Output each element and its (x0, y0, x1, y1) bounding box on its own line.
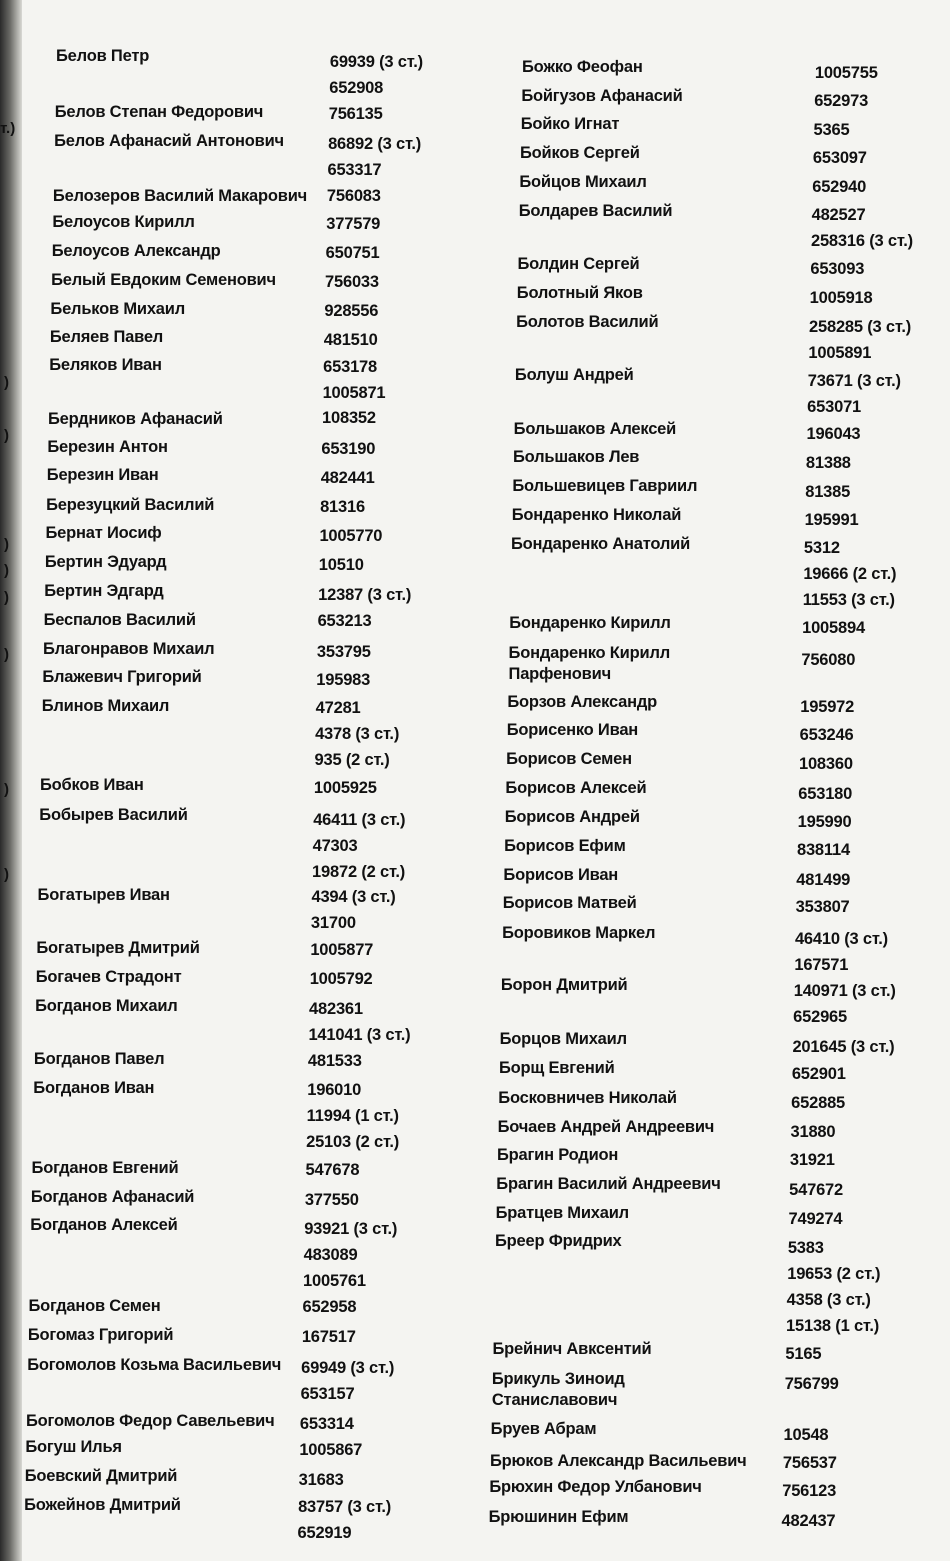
entry-number: 12387 (3 ст.) (318, 586, 412, 604)
entry-name: Бернат Иосиф (45, 524, 162, 542)
edge-mark: ) (4, 562, 9, 579)
entry-name: Богданов Павел (33, 1050, 165, 1068)
entry-name: Блинов Михаил (41, 697, 170, 715)
entry-name: Болуш Андрей (514, 366, 634, 384)
entry-name: Богомолов Козьма Васильевич (27, 1356, 282, 1374)
entry-number: 756123 (782, 1482, 837, 1500)
entry-name: Болдарев Василий (518, 202, 673, 220)
entry-name: Борисов Алексей (505, 779, 647, 797)
entry-number: 10548 (783, 1426, 829, 1444)
entry-name: Бойко Игнат (520, 115, 620, 133)
entry-number: 31880 (790, 1123, 836, 1141)
entry-name: Брюков Александр Васильевич (489, 1452, 747, 1470)
entry-number: 653180 (798, 785, 853, 803)
entry-name: Брагин Василий Андреевич (496, 1175, 721, 1193)
entry-name: Богачев Страдонт (35, 968, 182, 986)
entry-name: Белов Петр (56, 47, 150, 65)
edge-mark: ) (4, 427, 9, 444)
entry-number: 652940 (812, 178, 867, 196)
entry-name: Борзов Александр (507, 693, 658, 711)
entry-number: 652919 (297, 1524, 352, 1542)
entry-number: 652973 (814, 92, 869, 110)
entry-number: 653213 (317, 612, 372, 630)
entry-number: 749274 (788, 1210, 843, 1228)
entry-name: Брюшинин Ефим (488, 1508, 629, 1526)
entry-number: 483089 (303, 1246, 358, 1264)
entry-name: Богатырев Иван (37, 886, 170, 904)
entry-number: 10510 (318, 556, 364, 574)
entry-name: Божко Феофан (522, 58, 643, 76)
entry-number: 73671 (3 ст.) (807, 372, 901, 390)
entry-number: 69939 (3 ст.) (329, 53, 423, 71)
entry-number: 140971 (3 ст.) (793, 982, 896, 1000)
entry-name: Борщ Евгений (498, 1059, 615, 1077)
entry-name: Братцев Михаил (495, 1204, 629, 1222)
entry-name: Богданов Иван (33, 1079, 155, 1097)
entry-number: 652958 (302, 1298, 357, 1316)
entry-name: Большаков Лев (513, 448, 640, 466)
entry-number: 482527 (811, 206, 866, 224)
entry-number: 935 (2 ст.) (314, 751, 390, 769)
entry-number: 482437 (781, 1512, 836, 1530)
entry-name: Богданов Михаил (35, 997, 178, 1015)
entry-number: 11553 (3 ст.) (802, 591, 895, 609)
entry-number: 1005755 (814, 64, 878, 82)
entry-number: 353807 (795, 898, 850, 916)
entry-number: 4394 (3 ст.) (311, 888, 396, 906)
entry-name: Боровиков Маркел (502, 924, 656, 942)
edge-mark: ) (4, 536, 9, 553)
entry-number: 652908 (329, 79, 384, 97)
entry-number: 19872 (2 ст.) (312, 863, 406, 881)
entry-name: Борисов Ефим (504, 837, 626, 855)
entry-name: Бердников Афанасий (48, 410, 223, 428)
entry-number: 653071 (807, 398, 862, 416)
entry-name: Белоусов Кирилл (52, 213, 195, 231)
entry-number: 31683 (298, 1471, 344, 1489)
entry-number: 108352 (322, 409, 376, 427)
entry-number: 47303 (312, 837, 358, 855)
entry-name: Брюхин Федор Улбанович (489, 1478, 702, 1496)
entry-number: 258316 (3 ст.) (810, 232, 913, 250)
edge-mark: ) (4, 646, 9, 663)
entry-name: Борисов Матвей (502, 894, 637, 912)
entry-number: 93921 (3 ст.) (304, 1220, 398, 1238)
entry-number: 756135 (328, 105, 383, 123)
entry-name: Бобырев Василий (39, 806, 188, 824)
entry-name: Богомолов Федор Савельевич (25, 1412, 275, 1430)
entry-name: Бельков Михаил (50, 300, 185, 318)
entry-number: 1005770 (319, 527, 383, 545)
entry-number: 1005918 (809, 289, 873, 307)
entry-name: Богуш Илья (25, 1438, 122, 1456)
entry-number: 756083 (326, 187, 381, 205)
entry-number: 167571 (794, 956, 849, 974)
entry-name: Богданов Алексей (30, 1216, 178, 1234)
entry-number: 653246 (799, 726, 854, 744)
entry-number: 652965 (793, 1008, 847, 1026)
entry-number: 756799 (784, 1375, 839, 1393)
entry-name: Бойцов Михаил (519, 173, 647, 191)
entry-name: Белов Степан Федорович (54, 103, 264, 121)
entry-number: 201645 (3 ст.) (792, 1038, 895, 1056)
entry-name: Борисенко Иван (506, 721, 639, 739)
entry-number: 377550 (304, 1191, 359, 1209)
entry-name: Болотный Яков (516, 284, 643, 302)
entry-name: Болдин Сергей (517, 255, 640, 273)
entry-name: Богомаз Григорий (27, 1326, 174, 1344)
entry-number: 377579 (326, 215, 381, 233)
entry-number: 482441 (320, 469, 375, 487)
entry-name: Беспалов Василий (43, 611, 196, 629)
entry-number: 5383 (787, 1239, 824, 1257)
entry-number: 756080 (801, 651, 856, 669)
entry-number: 11994 (1 ст.) (306, 1107, 399, 1125)
entry-name: Борцов Михаил (499, 1030, 627, 1048)
entry-name: Борисов Иван (503, 866, 619, 884)
entry-number: 31700 (310, 914, 356, 932)
entry-name: Бондаренко Николай (511, 506, 682, 524)
entry-number: 653178 (323, 358, 378, 376)
entry-number: 353795 (316, 643, 371, 661)
entry-number: 547678 (305, 1161, 360, 1179)
entry-number: 258285 (3 ст.) (809, 318, 912, 336)
entry-number: 81385 (805, 483, 851, 501)
entry-number: 47281 (315, 699, 361, 717)
entry-number: 653314 (299, 1415, 354, 1433)
entry-number: 1005792 (309, 970, 373, 988)
entry-number: 1005871 (322, 384, 386, 402)
entry-number: 108360 (798, 755, 853, 773)
entry-number: 481499 (796, 871, 851, 889)
entry-number: 1005877 (310, 941, 374, 959)
entry-name: Богданов Семен (28, 1297, 161, 1315)
entry-number: 653190 (321, 440, 376, 458)
entry-name: Болотов Василий (516, 313, 659, 331)
entry-number: 83757 (3 ст.) (298, 1498, 392, 1516)
entry-number: 5165 (785, 1345, 822, 1363)
entry-number: 46411 (3 ст.) (313, 811, 406, 829)
entry-number: 196043 (806, 425, 861, 443)
entry-name: Благонравов Михаил (42, 640, 215, 658)
entry-name: Большевицев Гавриил (512, 477, 698, 495)
entry-name: Бертин Эдуард (44, 553, 167, 571)
entry-number: 19666 (2 ст.) (803, 565, 897, 583)
entry-number: 195990 (797, 813, 852, 831)
entry-name: Бойков Сергей (520, 144, 640, 162)
entry-number: 81388 (805, 454, 851, 472)
entry-name: Богданов Евгений (31, 1159, 179, 1177)
entry-name: Бруев Абрам (490, 1420, 597, 1438)
entry-number: 547672 (789, 1181, 844, 1199)
entry-name: Брагин Родион (496, 1146, 619, 1164)
entry-number: 653097 (812, 149, 867, 167)
entry-number: 46410 (3 ст.) (794, 930, 888, 948)
entry-number: 650751 (325, 244, 380, 262)
entry-number: 196010 (307, 1081, 362, 1099)
entry-name: Боевский Дмитрий (24, 1467, 178, 1485)
entry-name: Березин Антон (47, 438, 168, 456)
entry-number: 195983 (316, 671, 371, 689)
entry-name: Бойгузов Афанасий (521, 87, 683, 105)
entry-number: 652885 (791, 1094, 846, 1112)
entry-number: 756537 (782, 1454, 837, 1472)
entry-number: 653157 (300, 1385, 355, 1403)
edge-mark: т.) (0, 120, 16, 137)
entry-number: 1005867 (299, 1441, 363, 1459)
entry-number: 481510 (323, 331, 378, 349)
entry-number: 481533 (307, 1052, 362, 1070)
entry-number: 928556 (324, 302, 379, 320)
entry-number: 1005891 (808, 344, 872, 362)
entry-number: 31921 (789, 1151, 835, 1169)
entry-number: 4358 (3 ст.) (786, 1291, 871, 1309)
entry-name: Борисов Семен (506, 750, 632, 768)
entry-number: 141041 (3 ст.) (308, 1026, 411, 1044)
entry-number: 4378 (3 ст.) (315, 725, 400, 743)
entry-name: Березин Иван (46, 466, 159, 484)
edge-mark: ) (4, 374, 9, 391)
entry-number: 1005894 (802, 619, 865, 637)
entry-number: 1005761 (303, 1272, 366, 1290)
entry-name: Богатырев Дмитрий (36, 939, 200, 957)
entry-name: Белоусов Александр (51, 242, 221, 260)
entry-name: Бобков Иван (39, 776, 144, 794)
entry-name: Белый Евдоким Семенович (51, 271, 276, 289)
entry-name: Бондаренко Анатолий (511, 535, 691, 553)
entry-number: 167517 (301, 1328, 356, 1346)
entry-number: 15138 (1 ст.) (786, 1317, 880, 1335)
entry-number: 653317 (327, 161, 382, 179)
entry-name: Брейнич Авксентий (492, 1340, 652, 1358)
entry-name: Беляев Павел (49, 328, 164, 346)
entry-name: Бондаренко Кирилл (509, 614, 671, 632)
entry-name: Брикуль Зиноид Станиславович (491, 1370, 625, 1409)
entry-number: 756033 (325, 273, 379, 291)
entry-name: Большаков Алексей (513, 420, 677, 438)
edge-mark: ) (4, 589, 9, 606)
entry-name: Божейнов Дмитрий (24, 1496, 181, 1514)
entry-name: Борон Дмитрий (500, 976, 628, 994)
entry-name: Бреер Фридрих (494, 1232, 622, 1250)
entry-name: Белозеров Василий Макарович (52, 187, 308, 205)
entry-number: 69949 (3 ст.) (301, 1359, 395, 1377)
edge-mark: ) (4, 781, 9, 798)
entry-number: 81316 (320, 498, 365, 516)
edge-mark: ) (4, 866, 9, 883)
entry-number: 195972 (800, 698, 855, 716)
entry-name: Бертин Эдгард (44, 582, 164, 600)
entry-name: Березуцкий Василий (46, 496, 215, 514)
entry-number: 482361 (309, 1000, 363, 1018)
entry-number: 653093 (810, 260, 865, 278)
entry-name: Богданов Афанасий (30, 1188, 195, 1206)
entry-name: Босковничев Николай (498, 1089, 677, 1107)
entry-name: Бочаев Андрей Андреевич (497, 1118, 715, 1136)
entry-number: 5365 (813, 121, 850, 139)
entry-number: 195991 (804, 511, 859, 529)
entry-name: Бондаренко Кирилл Парфенович (508, 644, 671, 683)
entry-name: Беляков Иван (49, 356, 162, 374)
entry-name: Белов Афанасий Антонович (54, 132, 284, 150)
entry-number: 25103 (2 ст.) (306, 1133, 400, 1151)
entry-name: Блажевич Григорий (42, 668, 202, 686)
entry-number: 5312 (803, 539, 840, 557)
entry-number: 86892 (3 ст.) (328, 135, 422, 153)
entry-number: 838114 (796, 841, 850, 859)
entry-name: Борисов Андрей (504, 808, 640, 826)
entry-number: 19653 (2 ст.) (787, 1265, 881, 1283)
entry-number: 1005925 (313, 779, 377, 797)
entry-number: 652901 (791, 1065, 846, 1083)
